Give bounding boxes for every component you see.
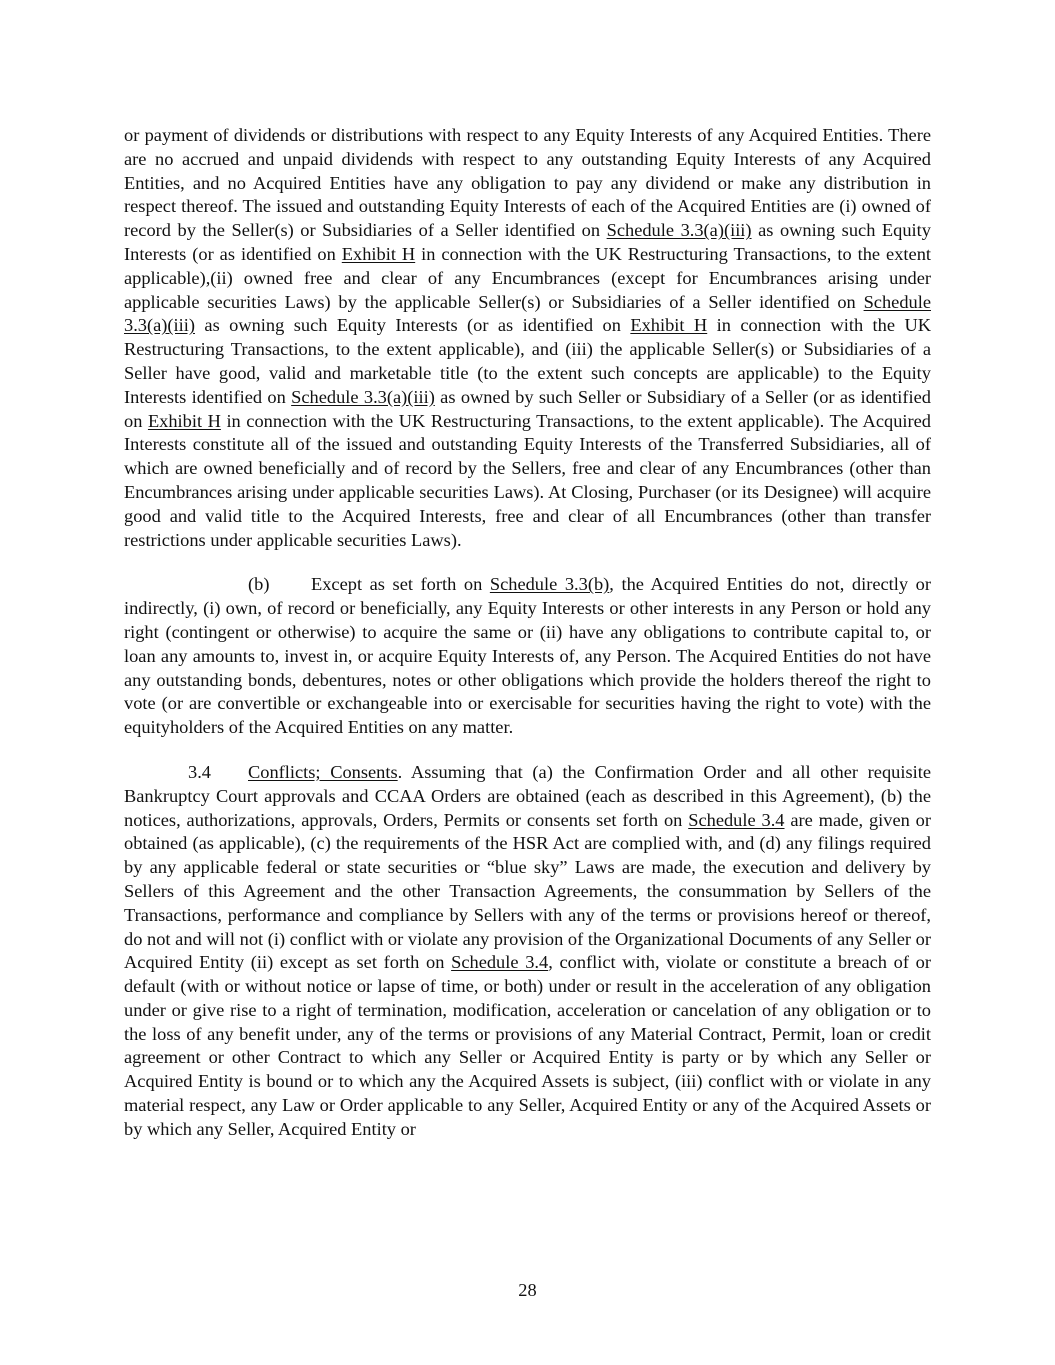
paragraph-b [124, 573, 931, 740]
text-run: are made, given or obtained (as applicable), (c) the requirements of the HSR Act are complied with, and (d) any filings required by any applicable federal or state securities or “blue sky” Laws are made, the execution and delivery by Sellers of this Agreement and the other Transaction Agreements, the consummation by Sellers of the Transactions, performance and compliance by Sellers with any of the terms or provisions hereof or thereof, do not and will not (i) conflict with or violate any provision of the Organizational Documents of any Seller or Acquired Entity (ii) except as set forth on [124, 809, 931, 973]
schedule-reference: Schedule 3.3(a)(iii) [291, 386, 435, 407]
schedule-reference: Schedule 3.4 [451, 952, 549, 973]
text-run: in connection with the UK Restructuring Transactions, to the extent applicable),(ii) owned free and clear of any Encumbrances (except for Encumbrances arising under applicable securities Laws) by the applicable Seller(s) or Subsidiaries of a Seller identified on [124, 243, 931, 312]
text-run: . Assuming that (a) the Confirmation Order and all other requisite Bankruptcy Court approvals and CCAA Orders are obtained (each as described in this Agreement), (b) the notices, authorizations, approvals, Orders, Permits or consents set forth on [124, 761, 932, 830]
section-number: 3.4 [188, 761, 211, 782]
schedule-reference: Schedule 3.4 [688, 809, 785, 830]
text-run: Except as set forth on [311, 574, 490, 595]
exhibit-reference: Exhibit H [341, 243, 416, 264]
subsection-number: (b) [248, 574, 270, 595]
section-heading: Conflicts; Consents [248, 761, 398, 782]
text-run: in connection with the UK Restructuring Transactions, to the extent applicable), and (iii) the applicable Seller(s) or Subsidiaries of a Seller have good, valid and marketable title (to the extent such concepts are applicable) to the Equity Interests identified on [124, 315, 932, 407]
text-run: as owning such Equity Interests (or as identified on [124, 220, 931, 264]
schedule-reference: Schedule 3.3(b) [489, 574, 610, 595]
exhibit-reference: Exhibit H [630, 315, 708, 336]
schedule-reference: Schedule 3.3(a)(iii) [606, 220, 752, 241]
page-number: 28 [518, 1280, 537, 1300]
text-run: as owning such Equity Interests (or as identified on [194, 315, 631, 336]
text-run: , the Acquired Entities do not, directly or indirectly, (i) own, of record or beneficially, any Equity Interests or other interests in any Person or hold any right (contingent or otherwise) to acquire the same or (ii) have any obligations to contribute capital to, or loan any amounts to, invest in, or acquire Equity Interests of, any Person. The Acquired Entities do not have any outstanding bonds, debentures, notes or other obligations which provide the holders thereof the right to vote (or are convertible or exchangeable into or exercisable for securities having the right to vote) with the equityholders of the Acquired Entities on any matter. [124, 574, 932, 738]
exhibit-reference: Exhibit H [147, 410, 221, 431]
document-page [124, 124, 931, 1163]
schedule-reference: Schedule 3.3(a)(iii) [124, 291, 931, 336]
text-run: , conflict with, violate or constitute a breach of or default (with or without notice or lapse of time, or both) under or result in the acceleration of any obligation under or give rise to a right of termination, modification, acceleration or cancelation of any obligation or to the loss of any benefit under, any of the terms or provisions of any Material Contract, Permit, loan or credit agreement or other Contract to which any Seller or Acquired Entity is party or by which any Seller or Acquired Entity is bound or to which any the Acquired Assets is subject, (iii) conflict with or violate in any material respect, any Law or Order applicable to any Seller, Acquired Entity or any of the Acquired Assets or by which any Seller, Acquired Entity or [124, 952, 931, 1139]
text-run: in connection with the UK Restructuring Transactions, to the extent applicable). The Acquired Interests constitute all of the issued and outstanding Equity Interests of the Transferred Subsidiaries, all of which are owned beneficially and of record by the Sellers, free and clear of any Encumbrances (other than Encumbrances arising under applicable securities Laws). At Closing, Purchaser (or its Designee) will acquire good and valid title to the Acquired Interests, free and clear of all Encumbrances (other than transfer restrictions under applicable securities Laws). [124, 410, 931, 550]
paragraph-a-continuation [124, 124, 931, 552]
text-run: or payment of dividends or distributions with respect to any Equity Interests of any Acquired Entities. There are no accrued and unpaid dividends with respect to any outstanding Equity Interests of any Acquired Entities, and no Acquired Entities have any obligation to pay any dividend or make any distribution in respect thereof. The issued and outstanding Equity Interests of each of the Acquired Entities are (i) owned of record by the Seller(s) or Subsidiaries of a Seller identified on [124, 125, 931, 241]
section-3-4 [124, 761, 931, 1142]
text-run: as owned by such Seller or Subsidiary of a Seller (or as identified on [124, 386, 931, 431]
